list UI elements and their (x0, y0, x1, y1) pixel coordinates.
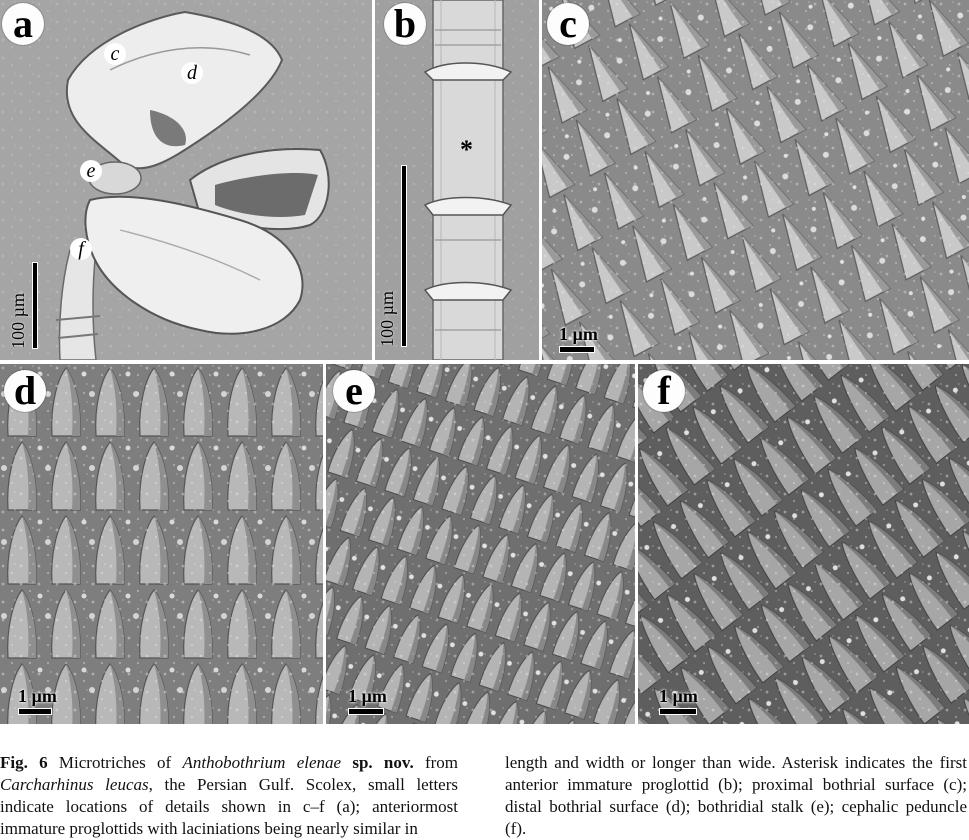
scale-bar-line-d (18, 708, 52, 715)
panel-c (542, 0, 969, 360)
figure-caption-left (0, 752, 458, 840)
caption-text-3: , the Persian Gulf. Scolex, small letters indicate locations of details shown in c–f (a); anteriormost immature proglottids with laciniations being nearly similar in (0, 775, 458, 838)
panel-label-f: f (643, 370, 685, 412)
panel-b (375, 0, 539, 360)
scale-bar-b (377, 165, 428, 347)
location-marker-e: e (80, 160, 102, 182)
microtriches-image-c (542, 0, 969, 360)
scale-label-a: 100 µm (8, 293, 28, 349)
panel-label-d: d (4, 370, 46, 412)
panel-e (326, 364, 635, 724)
figure-caption-right: length and width or longer than wide. Asterisk indicates the first anterior immature proglottid (b); proximal bothrial surface (c); distal bothrial surface (d); bothridial stalk (e); cephalic peduncle (f). (505, 753, 967, 838)
scale-bar-f (659, 686, 698, 715)
scale-label-b: 100 µm (377, 291, 397, 347)
scale-bar-d (18, 686, 57, 715)
caption-text-2: from (413, 753, 459, 772)
scale-label-c: 1 µm (559, 324, 598, 344)
scale-bar-line-b (401, 165, 407, 347)
panel-label-c: c (547, 3, 589, 45)
host-name: Carcharhinus leucas (0, 775, 149, 794)
scale-bar-line-a (32, 262, 38, 349)
scale-bar-e (348, 686, 387, 715)
scale-bar-c (559, 324, 598, 353)
scale-label-e: 1 µm (348, 686, 387, 706)
panel-d (0, 364, 323, 724)
panel-label-a: a (2, 3, 44, 45)
figure-number: Fig. 6 (0, 753, 48, 772)
microtriches-image-f (638, 364, 969, 724)
location-marker-c: c (104, 43, 126, 65)
panel-label-b: b (384, 3, 426, 45)
scale-bar-a (8, 262, 59, 349)
scale-bar-line-e (348, 708, 384, 715)
species-status: sp. nov. (341, 753, 414, 772)
species-name: Anthobothrium elenae (182, 753, 342, 772)
scale-label-f: 1 µm (659, 686, 698, 706)
scale-bar-line-c (559, 346, 595, 353)
scale-bar-line-f (659, 708, 697, 715)
panel-label-e: e (333, 370, 375, 412)
caption-text-1: Microtriches of (47, 753, 183, 772)
location-marker-d: d (181, 62, 203, 84)
panel-a (0, 0, 372, 360)
scale-label-d: 1 µm (18, 686, 57, 706)
microtriches-image-e (326, 364, 635, 724)
location-marker-f: f (70, 238, 92, 260)
microtriches-image-d (0, 364, 323, 724)
first-proglottid-asterisk: * (460, 135, 473, 164)
panel-f (638, 364, 969, 724)
